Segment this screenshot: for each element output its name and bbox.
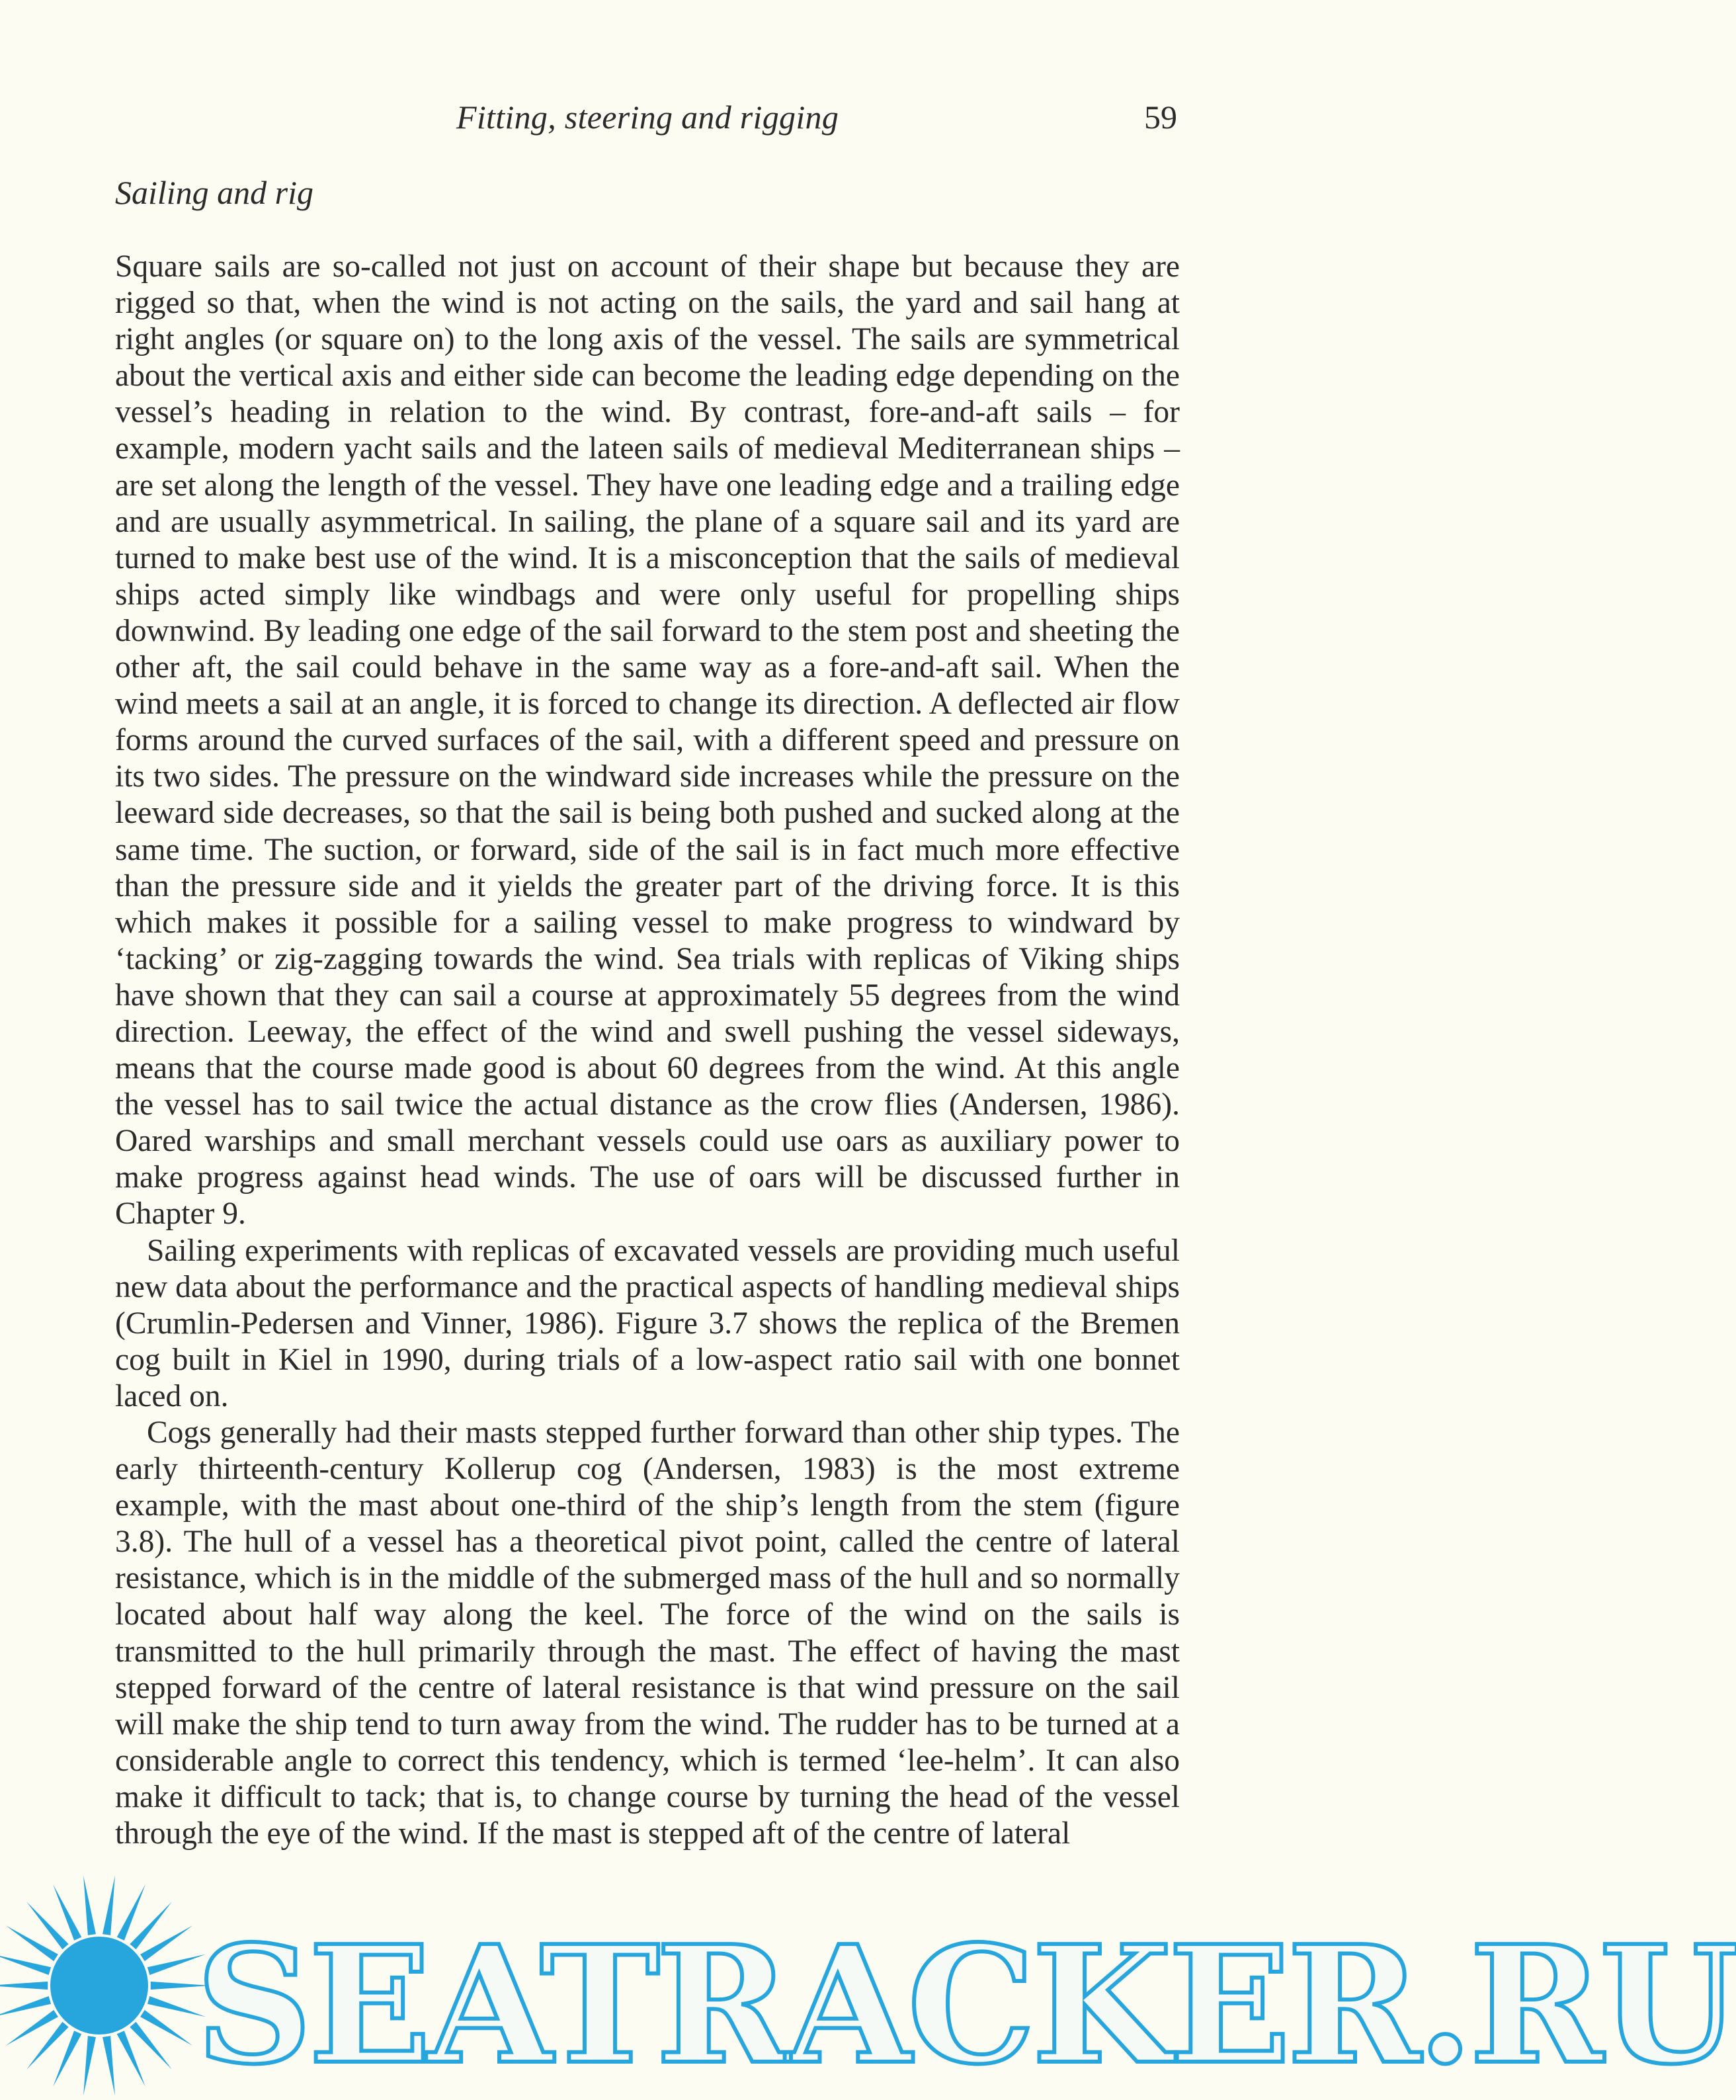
sun-ray — [53, 2031, 81, 2087]
paragraph-1: Square sails are so-called not just on account of their shape but because they are rigged so that, when the wind is not acting on the sails, the yard and sail hang at right angles (or square on) to the long axis of the vessel. The sails are symmetrical about the vertical axis and either side can become the leading edge depending on the vessel’s heading in relation to the wind. By contrast, fore-and-aft sails – for example, modern yacht sails and the lateen sails of medieval Mediterranean ships – are set along the length of the vessel. They have one leading edge and a trailing edge and are usually asymmetrical. In sailing, the plane of a square sail and its yard are turned to make best use of the wind. It is a misconception that the sails of medieval ships acted simply like windbags and were only useful for propelling ships downwind. By leading one edge of the sail forward to the stem post and sheeting the other aft, the sail could behave in the same way as a fore-and-aft sail. When the wind meets a sail at an angle, it is forced to change its direction. A deflected air flow forms around the curved surfaces of the sail, with a different speed and pressure on its two sides. The pressure on the windward side increases while the pressure on the leeward side decreases, so that the sail is being both pushed and sucked along at the same time. The suction, or forward, side of the sail is in fact much more effective than the pressure side and it yields the greater part of the driving force. It is this which makes it possible for a sailing vessel to make progress to windward by ‘tacking’ or zig-zagging towards the wind. Sea trials with replicas of Viking ships have shown that they can sail a course at approximately 55 degrees from the wind direction. Leeway, the effect of the wind and swell pushing the vessel sideways, means that the course made good is about 60 degrees from the wind. At this angle the vessel has to sail twice the actual distance as the crow flies (Andersen, 1986). Oared warships and small merchant vessels could use oars as auxiliary power to make progress against head winds. The use of oars will be discussed further in Chapter 9. — [115, 249, 1180, 1232]
sun-ray — [0, 1996, 51, 2017]
sun-ray — [103, 2036, 115, 2095]
paragraph-2: Sailing experiments with replicas of excavated vessels are providing much useful new data about the performance and the practical aspects of handling medieval ships (Crumlin-Pedersen and Vinner, 1986). Figure 3.7 shows the replica of the Bremen cog built in Kiel in 1990, during trials of a low-aspect ratio sail with one bonnet laced on. — [115, 1233, 1180, 1413]
paragraph-3: Cogs generally had their masts stepped further forward than other ship types. The early thirteenth-century Kollerup cog (Andersen, 1983) is the most extreme example, with the mast about one-third of the ship’s length from the stem (figure 3.8). The hull of a vessel has a theoretical pivot point, called the centre of lateral resistance, which is in the middle of the submerged mass of the hull and so normally located about half way along the keel. The force of the wind on the sails is transmitted to the hull primarily through the mast. The effect of having the mast stepped forward of the centre of lateral resistance is that wind pressure on the sail will make the ship tend to turn away from the wind. The rudder has to be turned at a considerable angle to correct this tendency, which is termed ‘lee-helm’. It can also make it difficult to tack; that is, to change course by turning the head of the vessel through the eye of the wind. If the mast is stepped aft of the centre of lateral — [115, 1415, 1180, 1851]
body-text — [115, 249, 1180, 1852]
page-number: 59 — [1144, 99, 1177, 136]
sun-ray — [83, 1876, 96, 1935]
sun-ray — [117, 2031, 145, 2087]
sun-ray — [83, 2036, 96, 2095]
sun-ray — [53, 1884, 81, 1941]
sun-ray — [117, 1884, 145, 1941]
running-head-title: Fitting, steering and rigging — [456, 99, 839, 136]
sun-ray — [0, 1954, 51, 1975]
watermark-text: SEATRACKER.RU — [196, 1910, 1736, 2100]
section-heading: Sailing and rig — [115, 174, 314, 211]
sun-ray — [0, 1982, 48, 1990]
sun-ray — [103, 1876, 115, 1935]
